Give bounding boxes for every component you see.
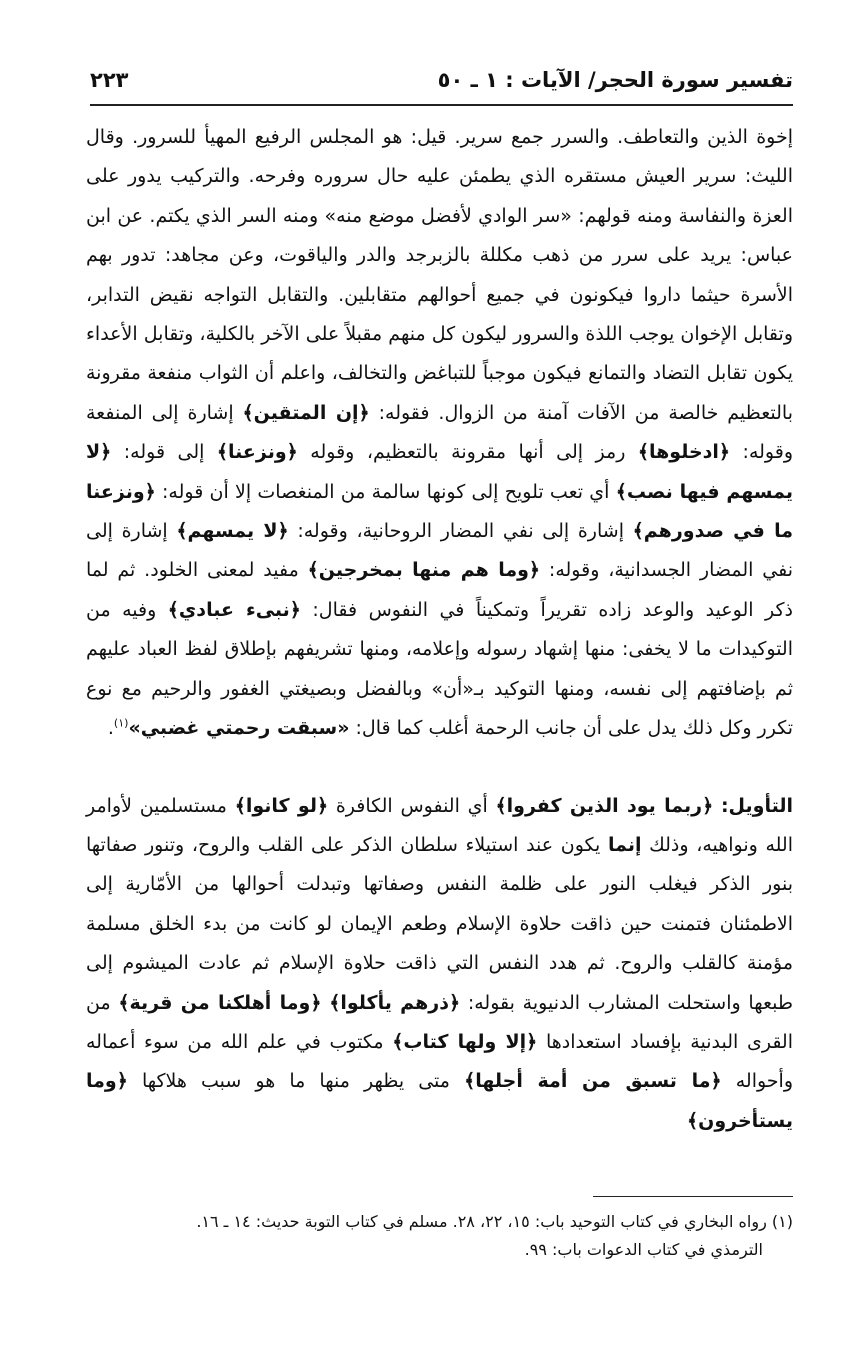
quran-quote: ﴿ربما يود الذين كفروا﴾	[495, 794, 714, 817]
quran-quote: ﴿نبىء عبادي﴾	[167, 598, 301, 621]
quran-quote: ﴿إلا ولها كتاب﴾	[392, 1030, 538, 1053]
quran-quote: ﴿لو كانوا﴾	[234, 794, 329, 817]
quran-quote: ﴿وما هم منها بمخرجين﴾	[307, 559, 541, 582]
section-label: التأويل:	[720, 794, 793, 817]
quran-quote: ﴿لا يمسهم﴾	[176, 520, 289, 543]
footnote-line: (١) رواه البخاري في كتاب التوحيد باب: ١٥، ٢٢، ٢٨. مسلم في كتاب التوبة حديث: ١٤ ـ ١٦.	[196, 1212, 793, 1231]
quran-quote: ﴿ادخلوها﴾	[637, 441, 731, 464]
quran-quote: ﴿إن المتقين﴾	[242, 401, 370, 424]
running-title: تفسير سورة الحجر/ الآيات : ١ ـ ٥٠	[437, 68, 793, 92]
quran-quote: ﴿ونزعنا ما في صدورهم﴾	[86, 480, 793, 543]
footnote	[86, 1208, 793, 1264]
quran-quote: ﴿ما تسبق من أمة أجلها﴾	[464, 1070, 722, 1093]
paragraph-commentary: إخوة الذين والتعاطف. والسرر جمع سرير. قيل: هو المجلس الرفيع المهيأ للسرور. وقال الليث: سرير العيش مستقره الذي يطمئن عليه حال سروره وفرحه. والتركيب يدور على العزة والنفاسة ومنه قولهم: «سر الوادي لأفضل موضع منه» ومنه السر الذي يكتم. عن ابن عباس: يريد على سرر من ذهب مكللة بالزبرجد والدر والياقوت، وعن مجاهد: تدور بهم الأسرة حيثما داروا فيكونون في جميع أحوالهم متقابلين. والتقابل التواجه نقيض التدابر، وتقابل الإخوان يوجب اللذة والسرور ليكون كل منهم مقبلاً على الآخر بالكلية، وتقابل الأعداء يكون تقابل التضاد والتمانع فيكون موجباً للتباغض والتخالف، واعلم أن الثواب منفعة مقرونة بالتعظيم خالصة من الآفات آمنة من الزوال. فقوله: ﴿إن المتقين﴾ إشارة إلى المنفعة وقوله: ﴿ادخلوها﴾ رمز إلى أنها مقرونة بالتعظيم، وقوله ﴿ونزعنا﴾ إلى قوله: ﴿لا يمسهم فيها نصب﴾ أي تعب تلويح إلى كونها سالمة من المنغصات إلا أن قوله: ﴿ونزعنا ما في صدورهم﴾ إشارة إلى نفي المضار الروحانية، وقوله: ﴿لا يمسهم﴾ إشارة إلى نفي المضار الجسدانية، وقوله: ﴿وما هم منها بمخرجين﴾ مفيد لمعنى الخلود. ثم لما ذكر الوعيد والوعد زاده تقريراً وتمكيناً في النفوس فقال: ﴿نبىء عبادي﴾ وفيه من التوكيدات ما لا يخفى: منها إشهاد رسوله وإعلامه، ومنها تشريفهم بإطلاق لفظ العباد عليهم ثم بإضافتهم إلى نفسه، ومنها التوكيد بـ«أن» وبالفضل وبصيغتي الغفور والرحيم مع نوع تكرر وكل ذلك يدل على أن جانب الرحمة أغلب كما قال: «سبقت رحمتي غضبي»$^{(١)}$.	[86, 126, 793, 740]
quran-quote: ﴿وما يستأخرون﴾	[86, 1070, 793, 1132]
quran-quote: ﴿وما أهلكنا من قرية﴾	[118, 991, 322, 1014]
footnote-marker: (١)	[113, 716, 129, 730]
hadith-quote: «سبقت رحمتي غضبي»	[128, 717, 350, 740]
emphasis-word: إنما	[607, 833, 642, 856]
page-number: ٢٢٣	[90, 68, 129, 92]
page-header	[90, 62, 793, 98]
quran-quote: ﴿لا يمسهم فيها نصب﴾	[86, 441, 793, 503]
header-rule	[90, 104, 793, 106]
main-text	[86, 118, 793, 1141]
paragraph-tawil: التأويل: ﴿ربما يود الذين كفروا﴾ أي النفوس الكافرة ﴿لو كانوا﴾ مستسلمين لأوامر الله ونواهيه، وذلك إنما يكون عند استيلاء سلطان الذكر على القلب والروح، وتنور صفاتها بنور الذكر فيغلب النور على ظلمة النفس وصفاتها وتبدلت أحوالها من الأمّارية إلى الاطمئنان فتمنت حين ذاقت حلاوة الإسلام وطعم الإيمان لو كانت من بدء الخلق مسلمة مؤمنة كالقلب والروح. ثم هدد النفس التي ذاقت حلاوة الإسلام ثم عادت الميشوم إلى طبعها واستحلت المشارب الدنيوية بقوله: ﴿ذرهم يأكلوا﴾ ﴿وما أهلكنا من قرية﴾ من القرى البدنية بإفساد استعدادها ﴿إلا ولها كتاب﴾ مكتوب في علم الله من سوء أعماله وأحواله ﴿ما تسبق من أمة أجلها﴾ متى يظهر منها ما هو سبب هلاكها ﴿وما يستأخرون﴾	[86, 794, 794, 1132]
footnote-rule	[593, 1196, 793, 1197]
quran-quote: ﴿ذرهم يأكلوا﴾	[329, 991, 461, 1014]
footnote-line: الترمذي في كتاب الدعوات باب: ٩٩.	[524, 1240, 763, 1259]
quran-quote: ﴿ونزعنا﴾	[216, 441, 298, 464]
